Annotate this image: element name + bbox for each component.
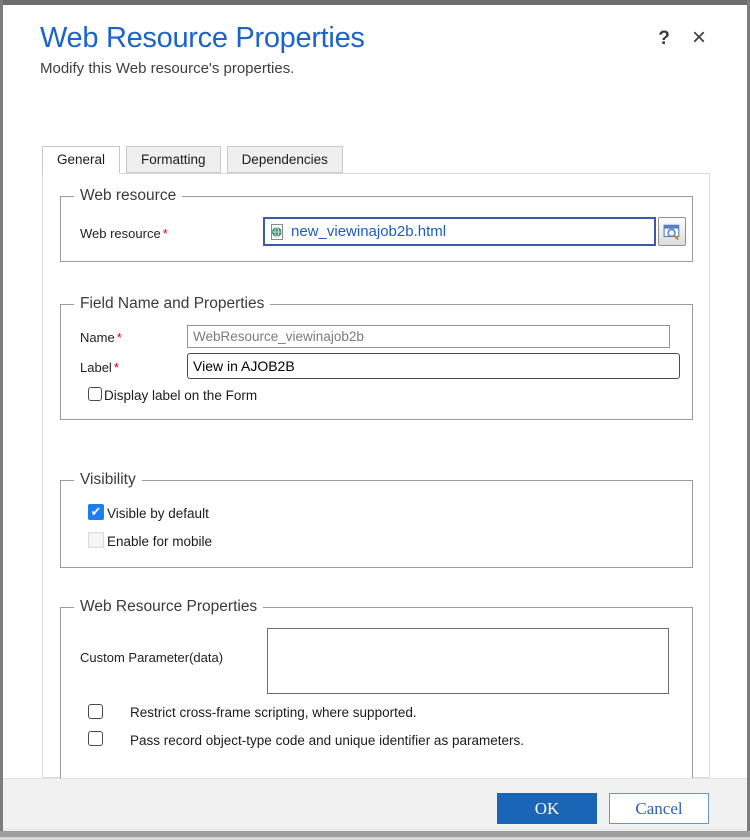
display-label-checkbox-label: Display label on the Form [104, 388, 258, 403]
pass-record-checkbox[interactable] [88, 731, 103, 746]
visible-by-default-checkbox[interactable] [88, 504, 104, 520]
display-label-checkbox[interactable] [88, 387, 102, 401]
web-resource-legend: Web resource [74, 187, 182, 205]
required-marker: * [113, 360, 119, 375]
web-resource-link[interactable]: new_viewinajob2b.html [291, 223, 447, 240]
field-name-legend: Field Name and Properties [74, 295, 270, 313]
close-icon[interactable]: × [691, 24, 706, 51]
dialog-top-edge [0, 0, 750, 5]
dialog-left-edge [0, 0, 3, 840]
tab-general[interactable]: General [42, 146, 120, 174]
enable-for-mobile-label: Enable for mobile [107, 534, 213, 549]
required-marker: * [162, 226, 168, 241]
ok-button[interactable]: OK [497, 793, 597, 824]
visible-by-default-label: Visible by default [107, 506, 209, 521]
page-subtitle: Modify this Web resource's properties. [40, 60, 295, 77]
enable-for-mobile-checkbox [88, 532, 104, 548]
dialog-footer [3, 778, 747, 828]
web-resource-value-box[interactable] [263, 217, 656, 246]
lookup-magnifier-icon [663, 223, 681, 241]
custom-parameter-label: Custom Parameter(data) [80, 650, 224, 665]
required-marker: * [116, 330, 122, 345]
html-file-icon [269, 224, 285, 240]
restrict-cross-frame-label: Restrict cross-frame scripting, where supported. [130, 705, 417, 720]
restrict-cross-frame-checkbox[interactable] [88, 704, 103, 719]
tab-bar [42, 146, 349, 174]
name-input [187, 325, 670, 348]
tab-dependencies[interactable]: Dependencies [227, 146, 343, 173]
tab-formatting[interactable]: Formatting [126, 146, 221, 173]
label-field-label: Label * [80, 360, 119, 375]
visibility-legend: Visibility [74, 471, 142, 489]
page-title: Web Resource Properties [40, 22, 365, 54]
pass-record-label: Pass record object-type code and unique identifier as parameters. [130, 733, 524, 748]
name-field-label: Name * [80, 330, 122, 345]
custom-parameter-textarea[interactable] [267, 628, 669, 694]
lookup-button[interactable] [658, 217, 686, 246]
web-resource-properties-legend: Web Resource Properties [74, 598, 263, 616]
web-resource-field-label: Web resource * [80, 226, 168, 241]
help-icon[interactable]: ? [658, 28, 670, 49]
cancel-button[interactable]: Cancel [609, 793, 709, 824]
visibility-group [60, 471, 693, 568]
label-input[interactable] [187, 353, 680, 379]
